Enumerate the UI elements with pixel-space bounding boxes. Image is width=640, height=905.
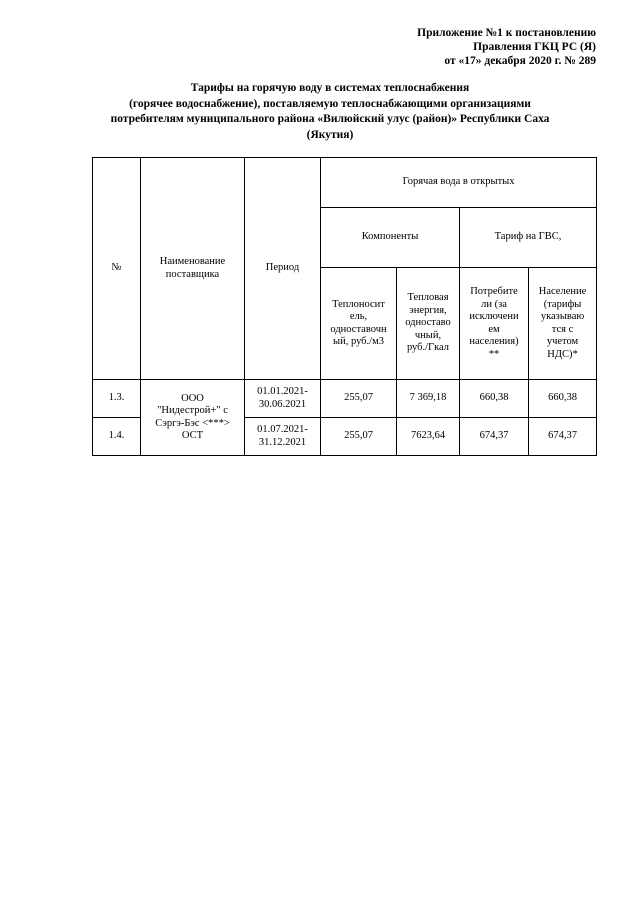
document-title	[80, 81, 580, 143]
header-period: Период	[245, 158, 321, 380]
title-line-3: потребителям муниципального района «Вилюйский улус (район)» Республики Саха	[110, 113, 550, 125]
row-consumers: 660,38	[460, 380, 529, 418]
row-heat-energy: 7 369,18	[397, 380, 460, 418]
header-row-1	[93, 158, 597, 208]
header-tariff-gvs: Тариф на ГВС,	[460, 208, 597, 268]
appendix-line-2: Правления ГКЦ РС (Я)	[473, 41, 596, 53]
table-row	[93, 380, 597, 418]
appendix-header	[417, 26, 596, 68]
row-num: 1.4.	[93, 418, 141, 456]
header-supplier: Наименование поставщика	[141, 158, 245, 380]
header-population: Население (тарифы указываю тся с учетом НДС)*	[529, 268, 597, 380]
supplier-name: ООО "Нидестрой+" с Сэргэ-Бэс <***> ОСТ	[141, 380, 245, 456]
row-period: 01.07.2021- 31.12.2021	[245, 418, 321, 456]
header-heat-carrier: Теплоносит ель, одноставочн ый, руб./м3	[321, 268, 397, 380]
row-population: 674,37	[529, 418, 597, 456]
header-components: Компоненты	[321, 208, 460, 268]
row-heat-carrier: 255,07	[321, 380, 397, 418]
row-num: 1.3.	[93, 380, 141, 418]
row-consumers: 674,37	[460, 418, 529, 456]
title-line-1: Тарифы на горячую воду в системах теплоснабжения	[190, 82, 470, 94]
appendix-line-1: Приложение №1 к постановлению	[417, 27, 596, 39]
header-num: №	[93, 158, 141, 380]
title-line-4: (Якутия)	[306, 128, 354, 141]
row-population: 660,38	[529, 380, 597, 418]
header-heat-energy: Тепловая энергия, одноставо чный, руб./Гкал	[397, 268, 460, 380]
title-line-2: (горячее водоснабжение), поставляемую теплоснабжающими организациями	[129, 97, 531, 110]
header-consumers: Потребите ли (за исключени ем населения) **	[460, 268, 529, 380]
row-heat-energy: 7623,64	[397, 418, 460, 456]
tariff-table	[92, 157, 597, 456]
appendix-line-3: от «17» декабря 2020 г. № 289	[444, 55, 596, 67]
header-hot-water-open: Горячая вода в открытых	[321, 158, 597, 208]
row-period: 01.01.2021- 30.06.2021	[245, 380, 321, 418]
row-heat-carrier: 255,07	[321, 418, 397, 456]
